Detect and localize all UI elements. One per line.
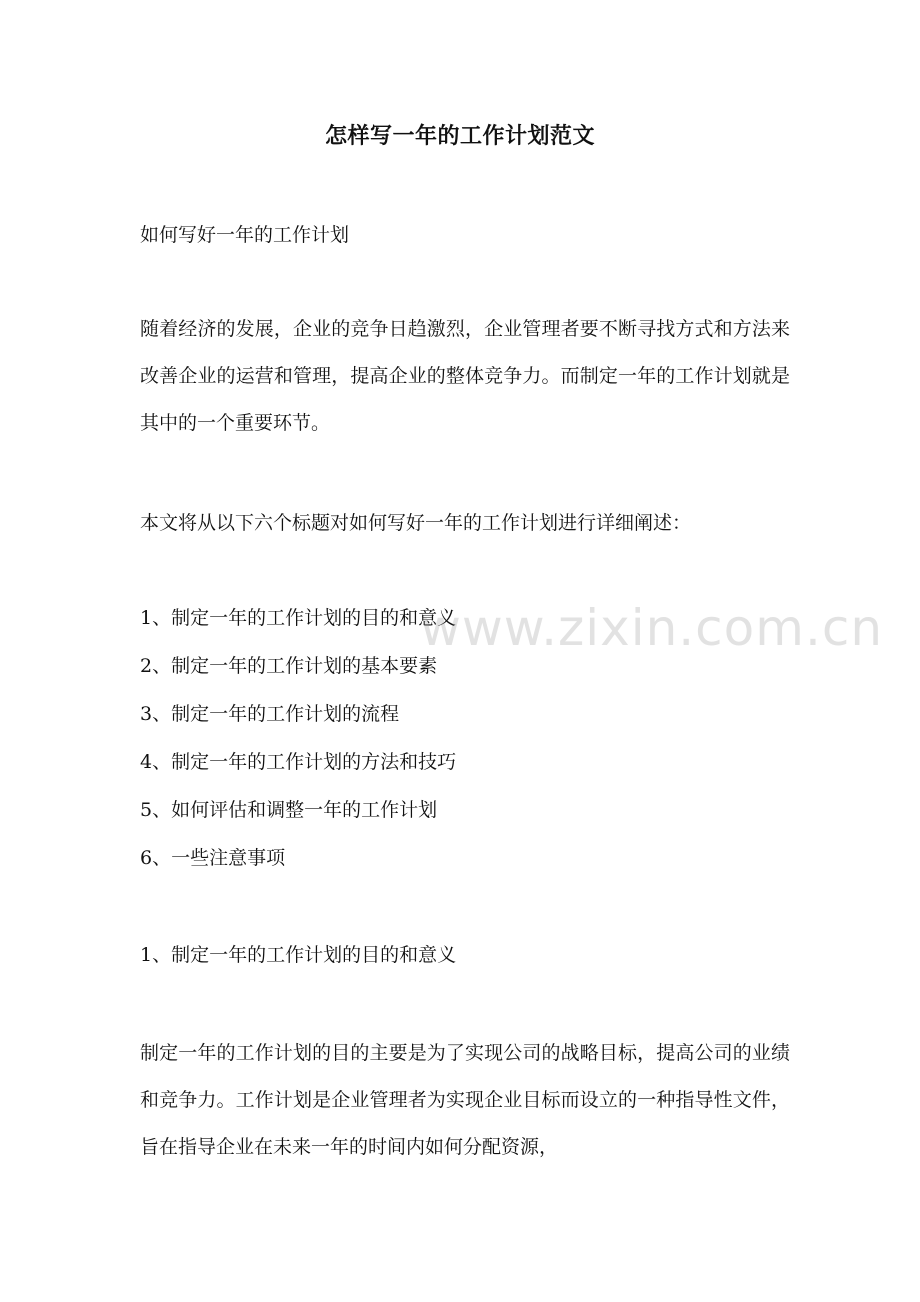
outline-item-4: 4、制定一年的工作计划的方法和技巧: [140, 751, 457, 773]
section-1-paragraph: 制定一年的工作计划的目的主要是为了实现公司的战略目标，提高公司的业绩和竞争力。工作计划是企业管理者为实现企业目标而设立的一种指导性文件，旨在指导企业在未来一年的时间内如何分配资源，: [140, 1042, 790, 1158]
outline-item-2: 2、制定一年的工作计划的基本要素: [140, 655, 438, 677]
section-1-heading: 1、制定一年的工作计划的目的和意义: [140, 944, 457, 966]
outline-item-1: 1、制定一年的工作计划的目的和意义: [140, 607, 457, 629]
overview-text: 本文将从以下六个标题对如何写好一年的工作计划进行详细阐述：: [140, 512, 692, 534]
watermark-text: www.zixin.com.cn: [420, 599, 884, 657]
outline-item-3: 3、制定一年的工作计划的流程: [140, 703, 400, 725]
outline-item-5: 5、如何评估和调整一年的工作计划: [140, 799, 438, 821]
document-subtitle: 如何写好一年的工作计划: [140, 224, 350, 246]
intro-paragraph: 随着经济的发展，企业的竞争日趋激烈，企业管理者要不断寻找方式和方法来改善企业的运营和管理，提高企业的整体竞争力。而制定一年的工作计划就是其中的一个重要环节。: [140, 318, 790, 434]
document-title: 怎样写一年的工作计划范文: [324, 123, 595, 149]
outline-item-6: 6、一些注意事项: [140, 847, 286, 869]
